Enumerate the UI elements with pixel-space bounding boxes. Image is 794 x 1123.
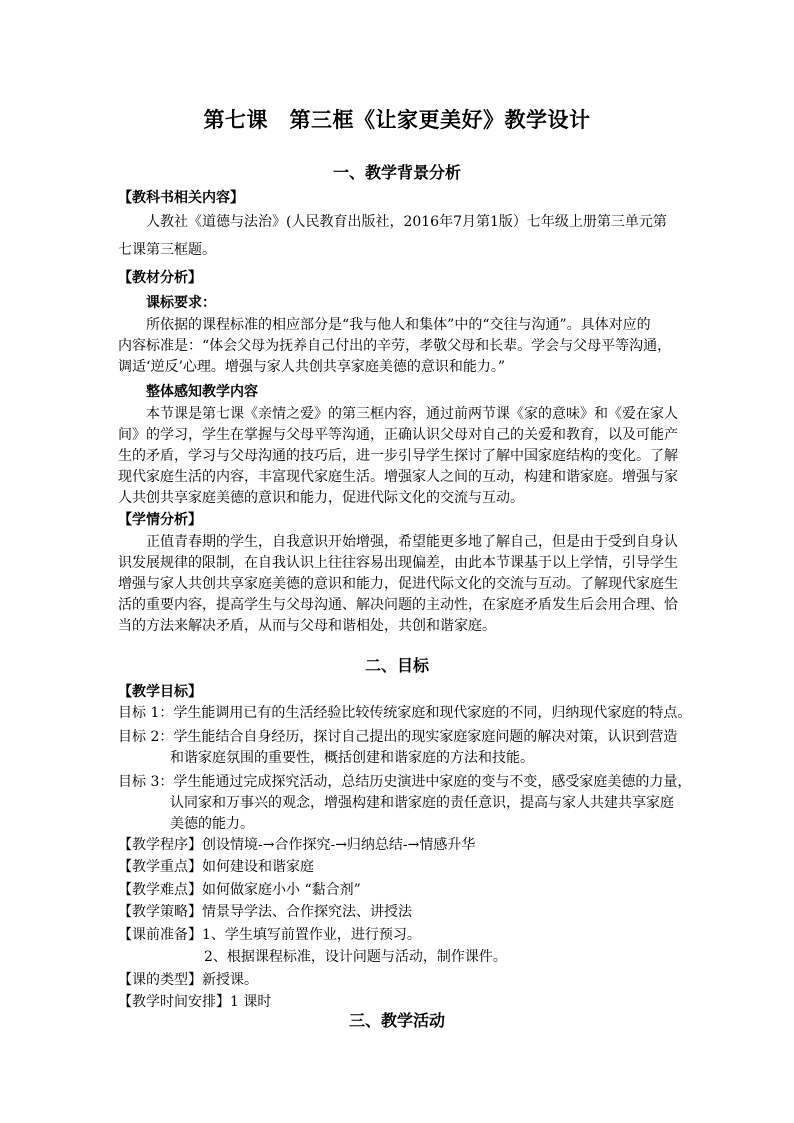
label-overall-content: 整体感知教学内容 — [146, 384, 258, 400]
student-line-5: 当的方法来解决矛盾，从而与父母和谐相处，共创和谐家庭。 — [118, 618, 496, 634]
teaching-procedure: 【教学程序】创设情境-→合作探究-→归纳总结-→情感升华 — [118, 837, 476, 853]
overall-line-1: 本节课是第七课《亲情之爱》的第三框内容，通过前两节课《家的意味》和《爱在家人 — [146, 406, 678, 422]
goal-2-line-1: 目标 2：学生能结合自身经历，探讨自己提出的现实家庭家庭问题的解决对策，认识到营造 — [118, 729, 678, 745]
overall-line-4: 现代家庭生活的内容，丰富现代家庭生活。增强家人之间的互动，构建和谐家庭。增强与家 — [118, 469, 678, 485]
textbook-line-1: 人教社《道德与法治》(人民教育出版社，2016年7月第1版）七年级上册第三单元第 — [146, 214, 667, 230]
section-heading-background: 一、教学背景分析 — [332, 163, 461, 182]
label-textbook-content: 【教科书相关内容】 — [118, 190, 244, 206]
student-line-1: 正值青春期的学生，自我意识开始增强，希望能更多地了解自己，但是由于受到自身认 — [146, 534, 678, 550]
goal-3-line-2: 认同家和万事兴的观念，增强构建和谐家庭的责任意识，提高与家人共建共享家庭 — [170, 795, 674, 811]
standard-line-1: 所依据的课程标准的相应部分是“我与他人和集体”中的“交往与沟通”。具体对应的 — [146, 317, 651, 333]
overall-line-2: 间》的学习，学生在掌握与父母平等沟通，正确认识父母对自己的关爱和教育，以及可能产 — [118, 427, 678, 443]
pre-class-prep-1: 【课前准备】1、学生填写前置作业，进行预习。 — [118, 927, 421, 943]
document-title: 第七课 第三框《让家更美好》教学设计 — [203, 107, 591, 132]
goal-3-line-3: 美德的能力。 — [170, 816, 254, 832]
label-material-analysis: 【教材分析】 — [118, 270, 202, 286]
lesson-type: 【课的类型】新授课。 — [118, 972, 258, 988]
goal-3-line-1: 目标 3：学生能通过完成探究活动，总结历史演进中家庭的变与不变，感受家庭美德的力量， — [118, 774, 692, 790]
student-line-4: 活的重要内容，提高学生与父母沟通、解决问题的主动性，在家庭矛盾发生后会用合理、恰 — [118, 597, 678, 613]
section-heading-goals: 二、目标 — [364, 656, 429, 675]
label-teaching-goals: 【教学目标】 — [118, 684, 202, 700]
student-line-2: 识发展规律的限制，在自我认识上往往容易出现偏差，由此本节课基于以上学情，引导学生 — [118, 555, 678, 571]
goal-2-line-2: 和谐家庭氛围的重要性，概括创建和谐家庭的方法和技能。 — [170, 750, 534, 766]
standard-line-2: 内容标准是：“体会父母为抚养自己付出的辛劳，孝敬父母和长辈。学会与父母平等沟通， — [118, 338, 672, 354]
teaching-difficulty: 【教学难点】如何做家庭小小 “黏合剂” — [118, 882, 361, 898]
pre-class-prep-2: 2、根据课程标准，设计问题与活动，制作课件。 — [204, 949, 507, 965]
textbook-line-2: 七课第三框题。 — [118, 242, 216, 258]
teaching-time: 【教学时间安排】1 课时 — [118, 994, 272, 1010]
teaching-focus: 【教学重点】如何建设和谐家庭 — [118, 859, 314, 875]
section-heading-activities: 三、教学活动 — [348, 1011, 445, 1030]
goal-1-line-1: 目标 1：学生能调用已有的生活经验比较传统家庭和现代家庭的不同，归纳现代家庭的特点。 — [118, 705, 692, 721]
teaching-strategy: 【教学策略】情景导学法、合作探究法、讲授法 — [118, 904, 412, 920]
overall-line-5: 人共创共享家庭美德的意识和能力，促进代际文化的交流与互动。 — [118, 490, 524, 506]
label-student-analysis: 【学情分析】 — [118, 512, 202, 528]
label-curriculum-standard: 课标要求： — [146, 295, 216, 311]
overall-line-3: 生的矛盾，学习与父母沟通的技巧后，进一步引导学生探讨了解中国家庭结构的变化。了解 — [118, 448, 678, 464]
standard-line-3: 调适‘逆反’心理。增强与家人共创共享家庭美德的意识和能力。” — [118, 359, 506, 375]
student-line-3: 增强与家人共创共享家庭美德的意识和能力，促进代际文化的交流与互动。了解现代家庭生 — [118, 576, 678, 592]
